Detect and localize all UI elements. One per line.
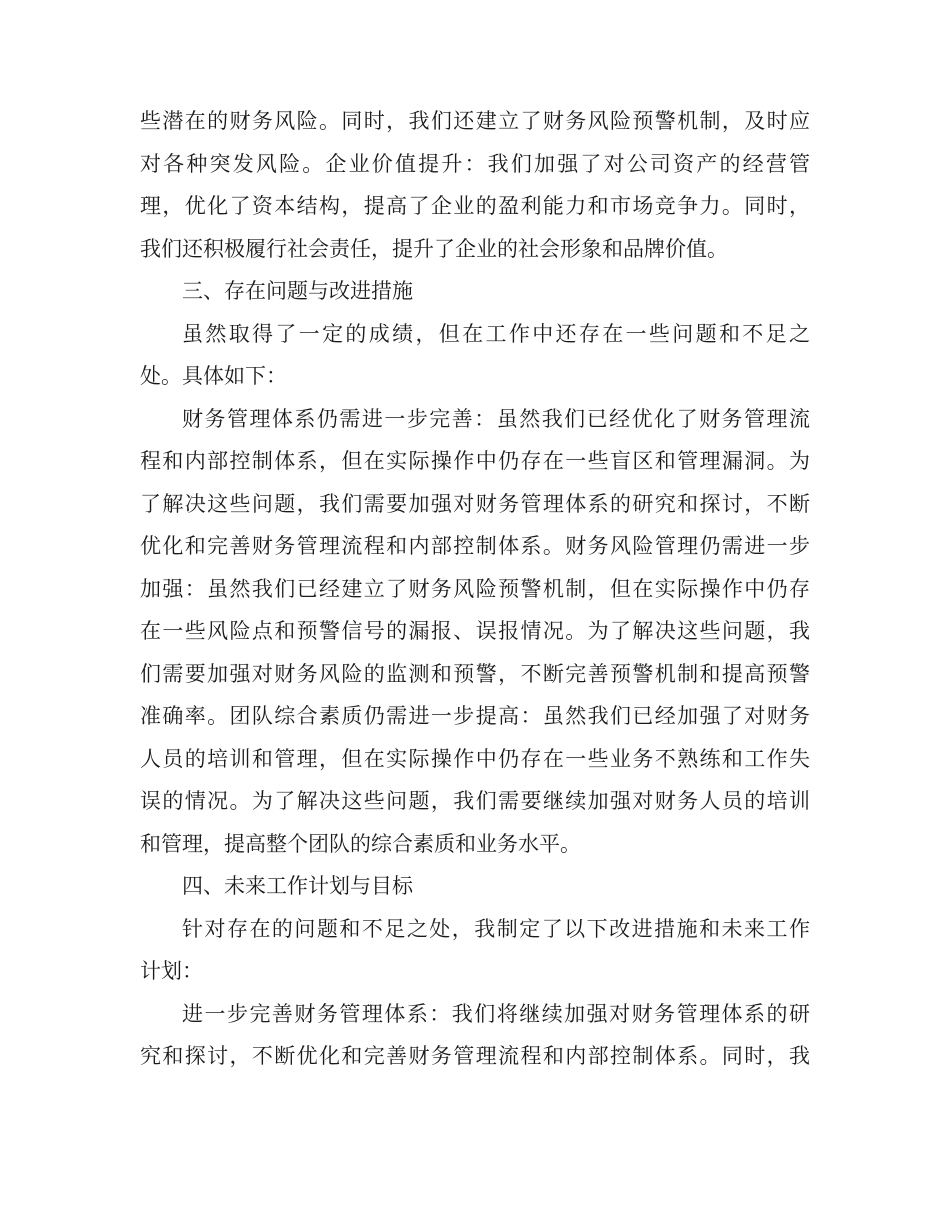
text-line: 在一些风险点和预警信号的漏报、误报情况。为了解决这些问题，我: [140, 619, 810, 643]
text-line: 准确率。团队综合素质仍需进一步提高：虽然我们已经加强了对财务: [140, 704, 810, 728]
text-line: 优化和完善财务管理流程和内部控制体系。财务风险管理仍需进一步: [140, 534, 810, 558]
text-line: 程和内部控制体系，但在实际操作中仍存在一些盲区和管理漏洞。为: [140, 449, 810, 473]
text-line: 计划：: [140, 959, 203, 983]
text-line: 了解决这些问题，我们需要加强对财务管理体系的研究和探讨，不断: [140, 491, 810, 516]
text-line: 和管理，提高整个团队的综合素质和业务水平。: [140, 831, 581, 856]
section-heading: 三、存在问题与改进措施: [182, 279, 413, 303]
text-line: 处。具体如下：: [140, 364, 287, 388]
text-line: 针对存在的问题和不足之处，我制定了以下改进措施和未来工作: [182, 916, 810, 941]
text-line: 理，优化了资本结构，提高了企业的盈利能力和市场竞争力。同时，: [140, 194, 810, 218]
text-line: 们需要加强对财务风险的监测和预警，不断完善预警机制和提高预警: [140, 661, 810, 686]
section-heading: 四、未来工作计划与目标: [182, 874, 413, 898]
text-line: 虽然取得了一定的成绩，但在工作中还存在一些问题和不足之: [182, 321, 810, 346]
text-line: 对各种突发风险。企业价值提升：我们加强了对公司资产的经营管: [140, 151, 810, 176]
text-line: 加强：虽然我们已经建立了财务风险预警机制，但在实际操作中仍存: [140, 576, 810, 601]
document-body: [140, 100, 810, 1078]
text-line: 财务管理体系仍需进一步完善：虽然我们已经优化了财务管理流: [182, 406, 810, 431]
text-line: 究和探讨，不断优化和完善财务管理流程和内部控制体系。同时，我: [140, 1044, 810, 1068]
text-line: 人员的培训和管理，但在实际操作中仍存在一些业务不熟练和工作失: [140, 746, 810, 771]
text-line: 些潜在的财务风险。同时，我们还建立了财务风险预警机制，及时应: [140, 109, 810, 133]
text-line: 我们还积极履行社会责任，提升了企业的社会形象和品牌价值。: [140, 236, 728, 261]
text-line: 进一步完善财务管理体系：我们将继续加强对财务管理体系的研: [182, 1001, 810, 1026]
text-line: 误的情况。为了解决这些问题，我们需要继续加强对财务人员的培训: [140, 789, 810, 813]
